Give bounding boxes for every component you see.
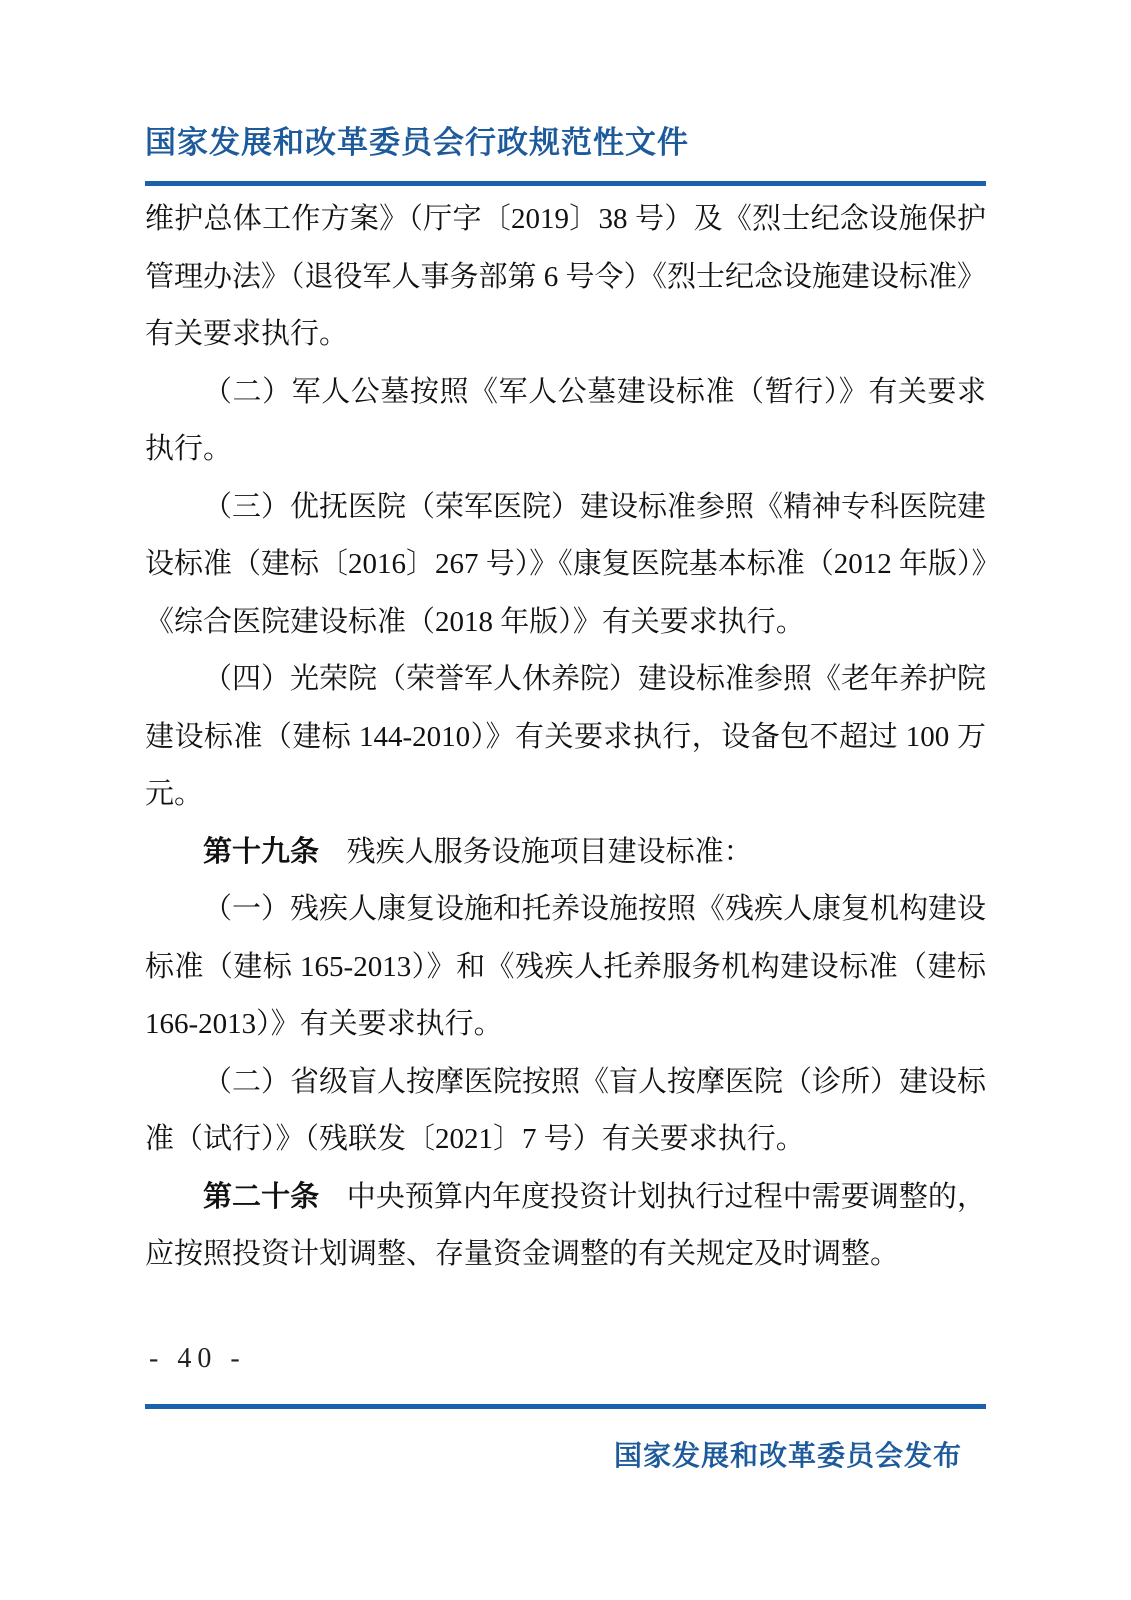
paragraph-article-19	[145, 824, 986, 882]
paragraph-text: 维护总体工作方案》（厅字〔2019〕38 号）及《烈士纪念设施保护管理办法》（退役军人事务部第 6 号令）《烈士纪念设施建设标准》有关要求执行。	[145, 203, 987, 350]
paragraph-text: 中央预算内年度投资计划执行过程中需要调整的，应按照投资计划调整、存量资金调整的有关规定及时调整。	[145, 1180, 986, 1270]
paragraph-text: （二）军人公墓按照《军人公墓建设标准（暂行）》有关要求执行。	[145, 375, 986, 465]
footer-divider-rule	[145, 1404, 986, 1409]
page-header-title: 国家发展和改革委员会行政规范性文件	[145, 125, 689, 160]
article-number-label: 第二十条	[203, 1180, 320, 1213]
paragraph-text: （三）优抚医院（荣军医院）建设标准参照《精神专科医院建设标准（建标〔2016〕267 号）》《康复医院基本标准（2012 年版）》《综合医院建设标准（2018 年版）》有关要求执行。	[145, 490, 987, 638]
article-number-label: 第十九条	[203, 835, 320, 868]
paragraph	[145, 364, 986, 479]
page-number: - 40 -	[149, 1343, 246, 1374]
page-content	[145, 0, 986, 1600]
paragraph-text: 残疾人服务设施项目建设标准：	[346, 835, 753, 868]
paragraph	[145, 191, 986, 364]
paragraph	[145, 651, 986, 824]
paragraph-text: （四）光荣院（荣誉军人休养院）建设标准参照《老年养护院建设标准（建标 144-2010）》有关要求执行，设备包不超过 100 万元。	[145, 663, 987, 810]
paragraph-text: （一）残疾人康复设施和托养设施按照《残疾人康复机构建设标准（建标 165-2013）》和《残疾人托养服务机构建设标准（建标 166-2013）》有关要求执行。	[145, 893, 987, 1040]
paragraph	[145, 1054, 986, 1169]
document-body	[145, 191, 986, 1284]
paragraph	[145, 479, 986, 652]
footer-publisher-label: 国家发展和改革委员会发布	[613, 1440, 962, 1471]
paragraph	[145, 881, 986, 1054]
header-divider-rule	[145, 181, 986, 186]
paragraph-article-20	[145, 1169, 986, 1284]
paragraph-text: （二）省级盲人按摩医院按照《盲人按摩医院（诊所）建设标准（试行）》（残联发〔2021〕7 号）有关要求执行。	[145, 1065, 987, 1155]
